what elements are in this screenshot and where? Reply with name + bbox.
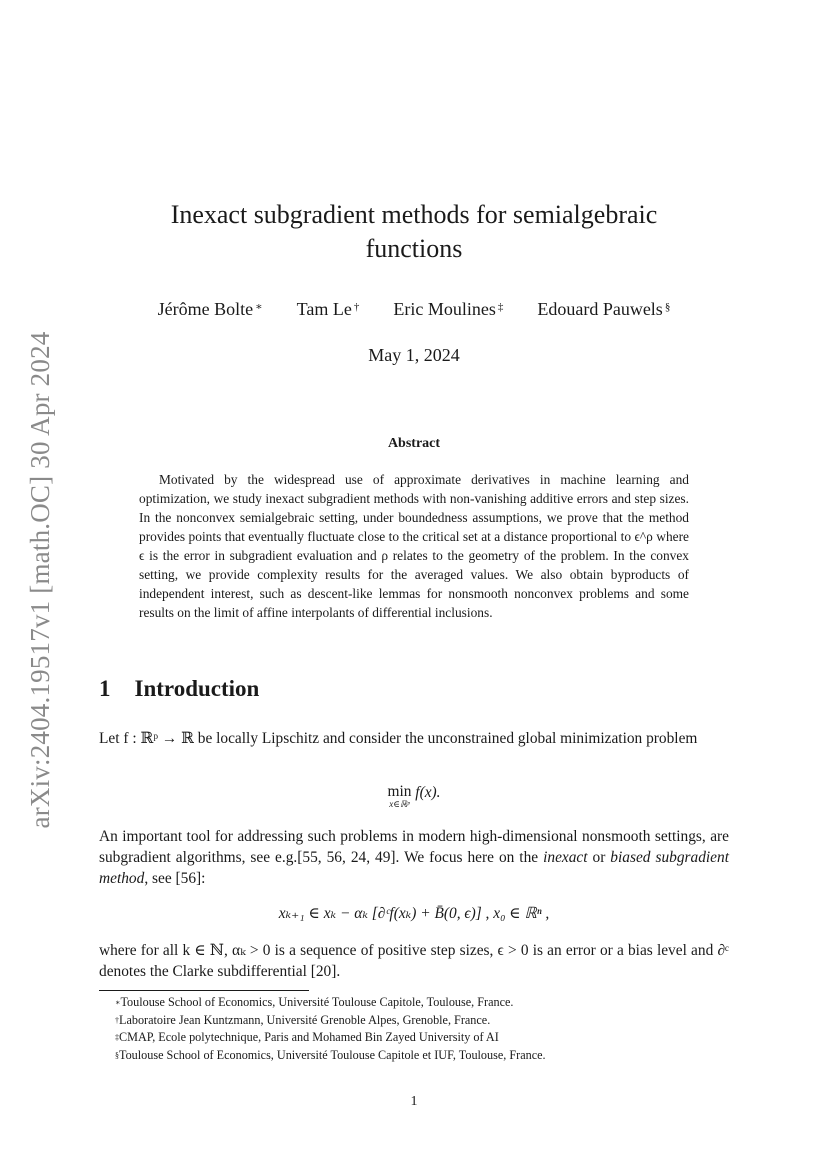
min-label: min <box>387 783 412 800</box>
footnote-4 <box>115 1047 735 1065</box>
objective-expression: f(x). <box>415 784 441 801</box>
author-1 <box>158 297 263 321</box>
footnote-text: Toulouse School of Economics, Université Toulouse Capitole, Toulouse, France. <box>120 995 514 1009</box>
footnote-text: Toulouse School of Economics, Université Toulouse Capitole et IUF, Toulouse, France. <box>119 1047 546 1062</box>
author-name: Eric Moulines <box>393 299 496 319</box>
footnote-text: Laboratoire Jean Kuntzmann, Université Grenoble Alpes, Grenoble, France. <box>119 1012 491 1027</box>
footnote-mark: ∗ <box>115 998 121 1007</box>
author-4 <box>537 297 670 321</box>
para2-text-a: An important tool for addressing such problems in modern high-dimensional nonsmooth settings, are subgradient algorithms, see e.g.[55, 56, 24, 49]. We focus here on the <box>99 828 729 866</box>
intro-paragraph-1: Let f : ℝᵖ → ℝ be locally Lipschitz and consider the unconstrained global minimization problem <box>99 730 698 747</box>
section-number: 1 <box>99 676 111 701</box>
intro-paragraph-2 <box>99 826 729 889</box>
author-mark: ∗ <box>255 301 263 313</box>
equation-subgradient-iteration: xₖ₊₁ ∈ xₖ − αₖ [∂ᶜf(xₖ) + B̄(0, ϵ)] , x₀ ∈ ℝⁿ , <box>278 905 550 922</box>
page-number: 1 <box>410 1094 418 1109</box>
author-list <box>100 297 728 321</box>
footnote-mark: † <box>115 1015 119 1025</box>
author-mark: † <box>353 301 360 313</box>
section-heading <box>99 676 259 702</box>
footnote-mark: ‡ <box>115 1033 119 1042</box>
para2-emphasis-method: biased subgradient method <box>99 849 729 887</box>
abstract-text: Motivated by the widespread use of approximate derivatives in machine learning and optimization, we study inexact subgradient methods with non-vanishing additive errors and step sizes. In the nonconvex semialgebraic setting, under boundedness assumptions, we prove that the method provides points that eventually fluctuate close to the critical set at a distance proportional to ϵ^ρ where ϵ is the error in subgradient evaluation and ρ relates to the geometry of the problem. In the convex setting, we provide complexity results for the averaged values. We also obtain byproducts of independent interest, such as descent-like lemmas for nonsmooth nonconvex problems and some results on the limit of affine interpolants of differential inclusions. <box>139 472 689 620</box>
footnote-1 <box>115 994 735 1012</box>
author-mark: § <box>664 301 671 313</box>
author-name: Jérôme Bolte <box>157 299 254 319</box>
footnote-rule <box>99 990 309 991</box>
equation-min-problem <box>100 784 728 809</box>
footnote-text: CMAP, Ecole polytechnique, Paris and Mohamed Bin Zayed University of AI <box>119 1030 499 1044</box>
publication-date: May 1, 2024 <box>368 345 460 365</box>
para2-text-c: , see [56]: <box>144 870 206 887</box>
author-mark: ‡ <box>497 301 504 313</box>
min-subscript: x∈ℝᵖ <box>389 799 410 809</box>
footnotes <box>115 994 735 1064</box>
author-name: Edouard Pauwels <box>537 299 663 319</box>
abstract-heading: Abstract <box>387 436 441 451</box>
author-3 <box>393 297 503 321</box>
para2-emphasis-inexact: inexact <box>543 849 588 866</box>
author-name: Tam Le <box>296 299 352 319</box>
title-line-2: functions <box>365 234 463 263</box>
arxiv-identifier-stamp: arXiv:2404.19517v1 [math.OC] 30 Apr 2024 <box>25 331 55 829</box>
section-title: Introduction <box>134 676 260 701</box>
intro-paragraph-3: where for all k ∈ ℕ, αₖ > 0 is a sequence of positive step sizes, ϵ > 0 is an error or a bias level and ∂ᶜ denotes the Clarke subdifferential [20]. <box>99 942 729 980</box>
title-line-1: Inexact subgradient methods for semialgebraic <box>170 200 658 229</box>
footnote-2 <box>115 1012 735 1030</box>
min-operator <box>387 784 411 809</box>
footnote-3 <box>115 1029 735 1047</box>
paper-title <box>100 198 728 266</box>
para2-text-b: or <box>587 849 611 866</box>
author-2 <box>297 297 360 321</box>
footnote-mark: § <box>115 1050 119 1060</box>
